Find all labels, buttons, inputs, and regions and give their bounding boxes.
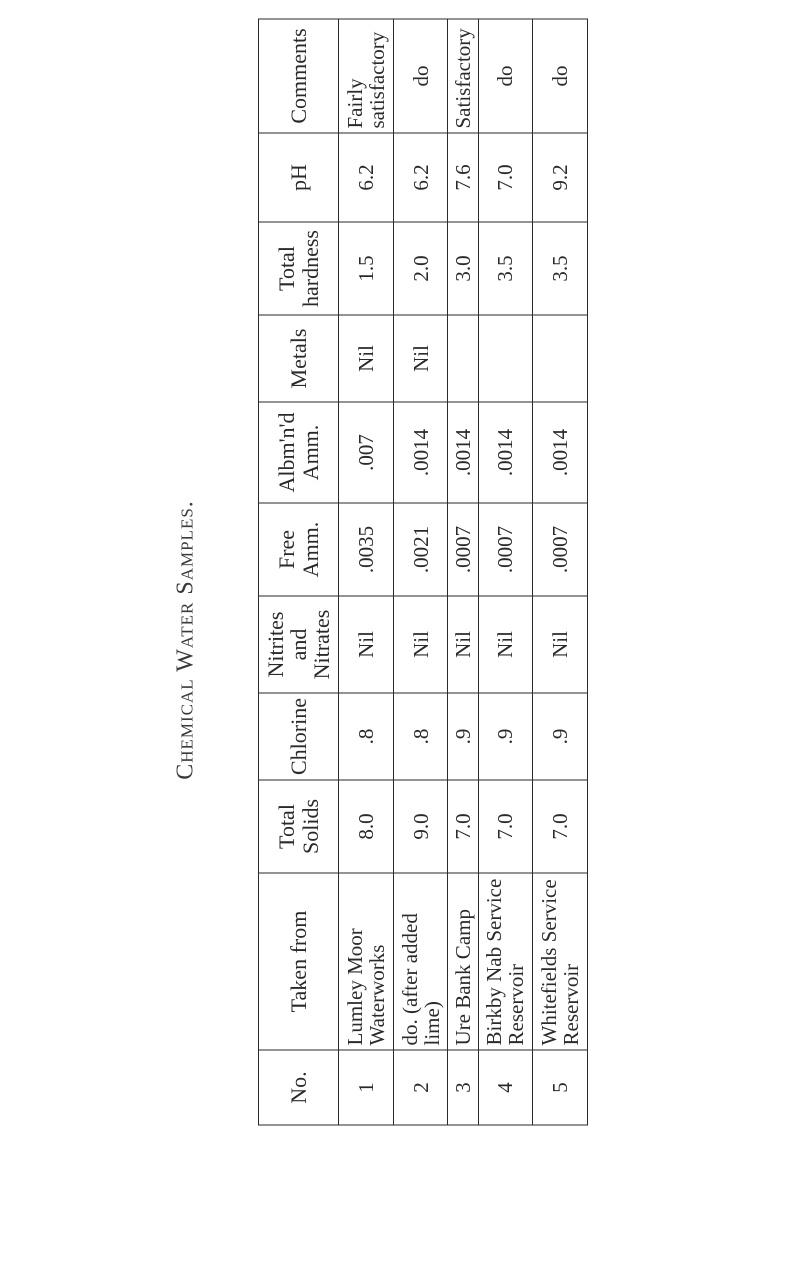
cell-no: 5 bbox=[533, 1050, 588, 1125]
cell-metals: Nil bbox=[393, 315, 448, 402]
header-taken-from: Taken from bbox=[259, 873, 339, 1050]
cell-ph: 7.6 bbox=[448, 133, 478, 222]
cell-total-hardness: 1.5 bbox=[339, 222, 394, 315]
cell-no: 4 bbox=[478, 1050, 533, 1125]
table-row bbox=[478, 19, 533, 1125]
cell-total-solids: 7.0 bbox=[478, 780, 533, 873]
cell-total-solids: 9.0 bbox=[393, 780, 448, 873]
cell-total-hardness: 3.5 bbox=[533, 222, 588, 315]
cell-free-ammonia: .0007 bbox=[448, 503, 478, 596]
cell-comments: do bbox=[393, 19, 448, 133]
cell-taken-from: Lumley Moor Waterworks bbox=[339, 873, 394, 1050]
cell-taken-from: Birkby Nab Service Reservoir bbox=[478, 873, 533, 1050]
cell-no: 3 bbox=[448, 1050, 478, 1125]
cell-comments: Fairly satisfactory bbox=[339, 19, 394, 133]
cell-taken-from: Whitefields Service Reservoir bbox=[533, 873, 588, 1050]
cell-total-hardness: 3.5 bbox=[478, 222, 533, 315]
cell-metals bbox=[448, 315, 478, 402]
header-nitrites-nitrates: Nitrites and Nitrates bbox=[259, 596, 339, 693]
cell-albuminoid-ammonia: .007 bbox=[339, 402, 394, 503]
header-ph: pH bbox=[259, 133, 339, 222]
cell-free-ammonia: .0021 bbox=[393, 503, 448, 596]
header-no: No. bbox=[259, 1050, 339, 1125]
cell-ph: 6.2 bbox=[339, 133, 394, 222]
cell-free-ammonia: .0007 bbox=[478, 503, 533, 596]
cell-free-ammonia: .0035 bbox=[339, 503, 394, 596]
cell-comments: do bbox=[478, 19, 533, 133]
cell-chlorine: .8 bbox=[393, 693, 448, 780]
cell-metals: Nil bbox=[339, 315, 394, 402]
cell-no: 2 bbox=[393, 1050, 448, 1125]
cell-metals bbox=[533, 315, 588, 402]
header-row bbox=[259, 19, 339, 1125]
rotated-table-container bbox=[258, 27, 588, 1125]
cell-ph: 7.0 bbox=[478, 133, 533, 222]
cell-nitrites-nitrates: Nil bbox=[533, 596, 588, 693]
cell-albuminoid-ammonia: .0014 bbox=[533, 402, 588, 503]
header-metals: Metals bbox=[259, 315, 339, 402]
water-samples-table bbox=[258, 18, 588, 1125]
header-albuminoid-ammonia: Albm'n'd Amm. bbox=[259, 402, 339, 503]
header-total-solids: Total Solids bbox=[259, 780, 339, 873]
cell-nitrites-nitrates: Nil bbox=[478, 596, 533, 693]
table-row bbox=[339, 19, 394, 1125]
cell-ph: 9.2 bbox=[533, 133, 588, 222]
cell-nitrites-nitrates: Nil bbox=[393, 596, 448, 693]
cell-no: 1 bbox=[339, 1050, 394, 1125]
cell-albuminoid-ammonia: .0014 bbox=[478, 402, 533, 503]
cell-nitrites-nitrates: Nil bbox=[339, 596, 394, 693]
water-samples-table-wrap bbox=[258, 27, 588, 1125]
header-free-ammonia: Free Amm. bbox=[259, 503, 339, 596]
cell-total-solids: 7.0 bbox=[448, 780, 478, 873]
cell-comments: do bbox=[533, 19, 588, 133]
cell-chlorine: .9 bbox=[478, 693, 533, 780]
cell-metals bbox=[478, 315, 533, 402]
cell-taken-from: do. (after added lime) bbox=[393, 873, 448, 1050]
page-title: Chemical Water Samples. bbox=[172, 500, 199, 780]
cell-chlorine: .9 bbox=[533, 693, 588, 780]
cell-albuminoid-ammonia: .0014 bbox=[393, 402, 448, 503]
header-chlorine: Chlorine bbox=[259, 693, 339, 780]
cell-total-solids: 7.0 bbox=[533, 780, 588, 873]
cell-taken-from: Ure Bank Camp bbox=[448, 873, 478, 1050]
table-row bbox=[393, 19, 448, 1125]
table-row bbox=[448, 19, 478, 1125]
cell-nitrites-nitrates: Nil bbox=[448, 596, 478, 693]
cell-total-hardness: 2.0 bbox=[393, 222, 448, 315]
cell-chlorine: .8 bbox=[339, 693, 394, 780]
cell-free-ammonia: .0007 bbox=[533, 503, 588, 596]
header-total-hardness: Total hardness bbox=[259, 222, 339, 315]
cell-ph: 6.2 bbox=[393, 133, 448, 222]
cell-albuminoid-ammonia: .0014 bbox=[448, 402, 478, 503]
cell-chlorine: .9 bbox=[448, 693, 478, 780]
cell-total-solids: 8.0 bbox=[339, 780, 394, 873]
cell-comments: Satisfactory bbox=[448, 19, 478, 133]
table-row bbox=[533, 19, 588, 1125]
header-comments: Comments bbox=[259, 19, 339, 133]
cell-total-hardness: 3.0 bbox=[448, 222, 478, 315]
